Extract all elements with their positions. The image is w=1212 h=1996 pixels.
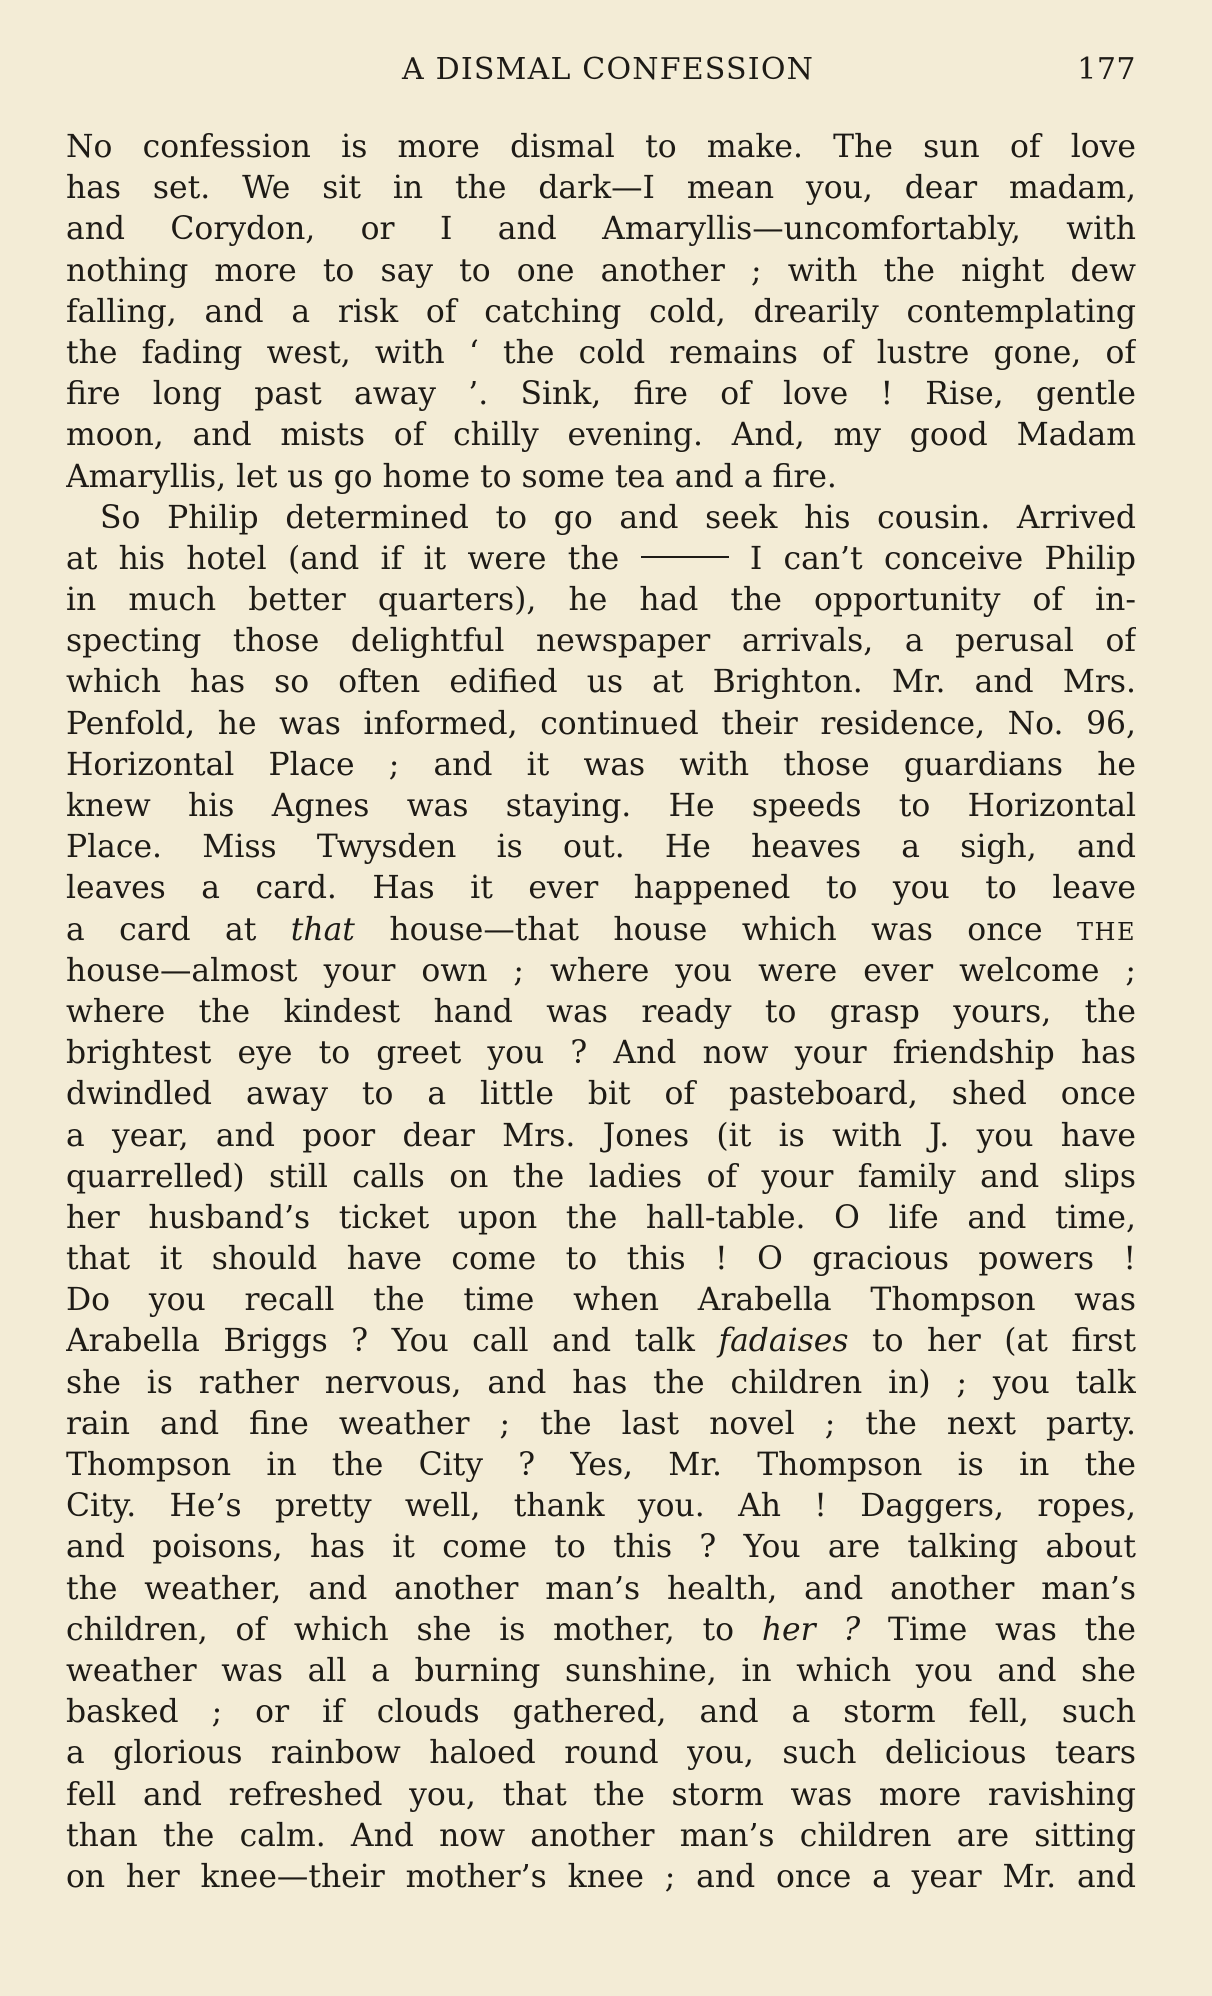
text-line: So Philip determined to go and seek his cousin. Arrived — [100, 499, 1136, 536]
text-line: than the calm. And now another man’s children are sitting — [66, 1817, 1136, 1854]
text-line: quarrelled) still calls on the ladies of your family and slips — [66, 1158, 1136, 1195]
text-line: City. He’s pretty well, thank you. Ah ! Daggers, ropes, — [66, 1488, 1136, 1525]
text-line: No confession is more dismal to make. The sun of love — [66, 129, 1136, 165]
text-line: Penfold, he was informed, continued their residence, No. 96, — [66, 705, 1136, 742]
text-line: fire long past away ’. Sink, fire of love ! Rise, gentle — [66, 376, 1136, 413]
text-line: nothing more to say to one another ; with the night dew — [66, 252, 1136, 289]
text-line: fell and refreshed you, that the storm was more ravishing — [66, 1776, 1136, 1813]
text-line — [66, 910, 1136, 951]
text-line: weather was all a burning sunshine, in which you and she — [66, 1652, 1136, 1689]
em-rule — [641, 556, 729, 558]
text-fragment: Time was the — [888, 1611, 1136, 1648]
text-fragment: house—that house which was once — [389, 911, 1043, 948]
running-head — [66, 52, 1136, 96]
page-number: 177 — [1077, 52, 1136, 87]
text-line — [66, 1610, 1136, 1651]
text-line: dwindled away to a little bit of pasteboard, shed once — [66, 1076, 1136, 1113]
text-line: falling, and a risk of catching cold, drearily contemplating — [66, 293, 1136, 330]
text-line: brightest eye to greet you ? And now your friendship has — [66, 1035, 1136, 1072]
text-line: Horizontal Place ; and it was with those guardians he — [66, 746, 1136, 783]
text-line: and Corydon, or I and Amaryllis—uncomfortably, with — [66, 211, 1136, 248]
text-fragment: children, of which she is mother, to — [66, 1611, 735, 1648]
text-fragment: I can’t conceive Philip — [749, 540, 1136, 577]
text-line: basked ; or if clouds gathered, and a storm fell, such — [66, 1694, 1136, 1731]
text-line: rain and fine weather ; the last novel ; the next party. — [66, 1405, 1136, 1442]
text-line: she is rather nervous, and has the children in) ; you talk — [66, 1364, 1136, 1401]
text-line: the weather, and another man’s health, and another man’s — [66, 1570, 1136, 1607]
text-line: has set. We sit in the dark—I mean you, dear madam, — [66, 170, 1136, 207]
paragraph-1 — [66, 127, 1136, 498]
body-text — [66, 127, 1136, 1898]
text-line: which has so often edified us at Brighton. Mr. and Mrs. — [66, 664, 1136, 701]
text-line: Do you recall the time when Arabella Thompson was — [66, 1282, 1136, 1319]
text-line: leaves a card. Has it ever happened to you to leave — [66, 870, 1136, 907]
text-line: house—almost your own ; where you were ever welcome ; — [66, 952, 1136, 989]
text-line: specting those delightful newspaper arrivals, a perusal of — [66, 623, 1136, 660]
text-line: where the kindest hand was ready to grasp yours, the — [66, 993, 1136, 1030]
text-line: Place. Miss Twysden is out. He heaves a sigh, and — [66, 829, 1136, 866]
text-line — [66, 539, 1136, 580]
text-line: and poisons, has it come to this ? You are talking about — [66, 1529, 1136, 1566]
text-line: Amaryllis, let us go home to some tea and a fire. — [66, 458, 837, 495]
text-fragment: at his hotel (and if it were the — [66, 540, 620, 577]
text-fragment: a card at — [66, 911, 257, 948]
text-fragment: to her (at first — [871, 1323, 1136, 1360]
italic-emphasis: her ? — [761, 1611, 861, 1648]
small-caps-word: THE — [1077, 917, 1136, 946]
text-line: her husband’s ticket upon the hall-table. O life and time, — [66, 1199, 1136, 1236]
text-line — [66, 1321, 1136, 1362]
text-line: on her knee—their mother’s knee ; and once a year Mr. and — [66, 1858, 1136, 1895]
text-line: in much better quarters), he had the opportunity of in- — [66, 582, 1136, 619]
italic-emphasis: that — [290, 911, 355, 948]
text-line: a glorious rainbow haloed round you, such delicious tears — [66, 1735, 1136, 1772]
text-line: a year, and poor dear Mrs. Jones (it is with J. you have — [66, 1117, 1136, 1154]
paragraph-2 — [66, 498, 1136, 1898]
text-line: knew his Agnes was staying. He speeds to Horizontal — [66, 788, 1136, 824]
text-line: moon, and mists of chilly evening. And, my good Madam — [66, 417, 1136, 454]
running-title: A DISMAL CONFESSION — [402, 52, 815, 87]
text-line: that it should have come to this ! O gracious powers ! — [66, 1241, 1136, 1278]
text-fragment: Arabella Briggs ? You call and talk — [66, 1323, 695, 1360]
text-line: the fading west, with ‘ the cold remains of lustre gone, of — [66, 334, 1136, 371]
text-line: Thompson in the City ? Yes, Mr. Thompson is in the — [66, 1447, 1136, 1483]
italic-emphasis: fadaises — [718, 1323, 849, 1360]
